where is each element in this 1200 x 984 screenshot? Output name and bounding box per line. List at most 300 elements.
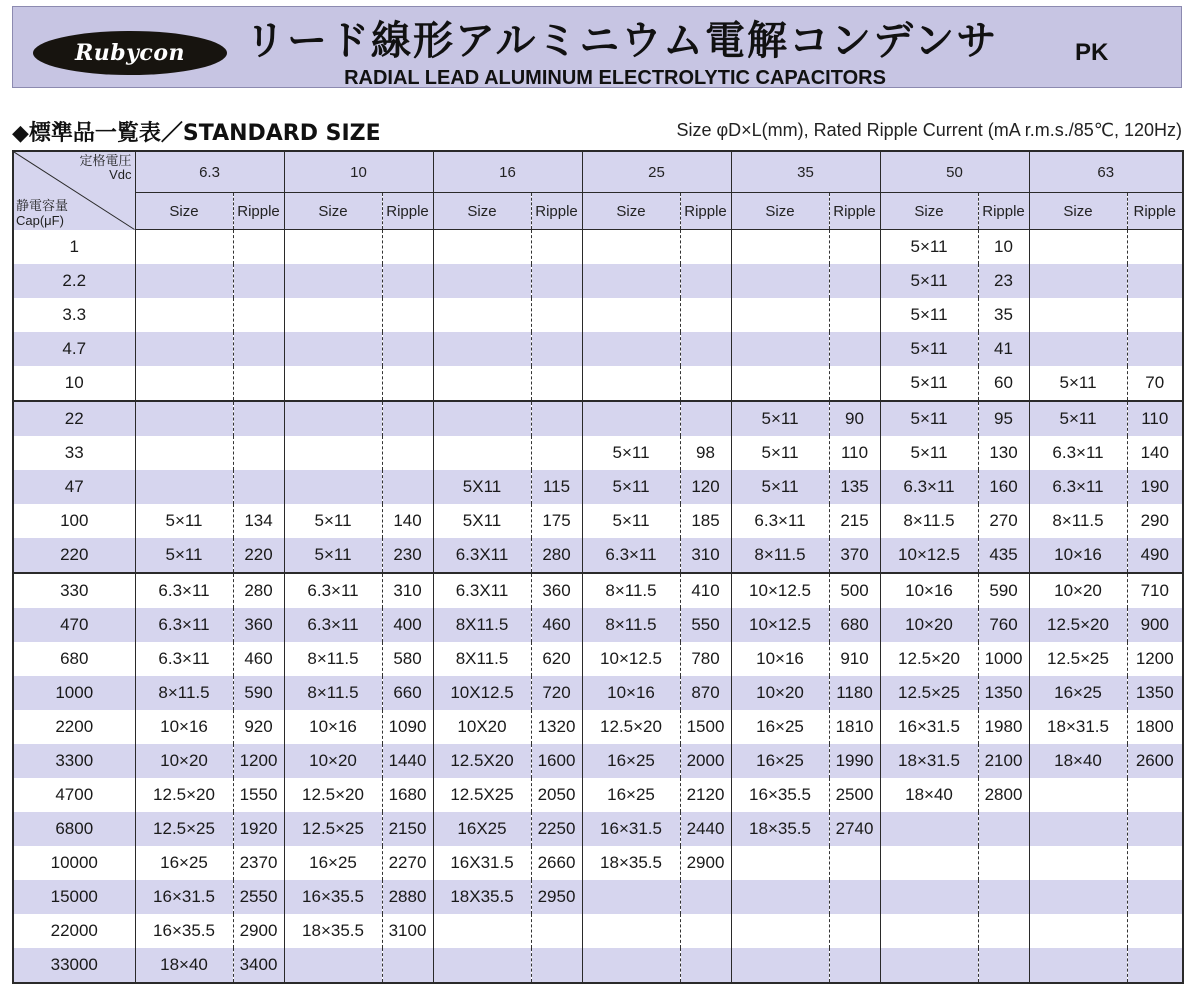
size-cell: 18×40 [135,948,233,983]
size-subheader: Size [433,193,531,230]
size-cell: 16×25 [582,744,680,778]
capacitance-cell: 2200 [13,710,135,744]
size-cell [582,401,680,436]
capacitance-cell: 220 [13,538,135,573]
ripple-cell: 2880 [382,880,433,914]
size-cell: 12.5×25 [1029,642,1127,676]
size-cell [433,332,531,366]
capacitance-cell: 10 [13,366,135,401]
ripple-cell: 3400 [233,948,284,983]
ripple-cell: 2270 [382,846,433,880]
size-cell [880,914,978,948]
ripple-cell: 2550 [233,880,284,914]
size-cell: 6.3×11 [1029,470,1127,504]
ripple-cell [382,230,433,265]
size-cell [433,436,531,470]
ripple-cell: 720 [531,676,582,710]
size-cell: 5×11 [880,332,978,366]
ripple-cell: 185 [680,504,731,538]
ripple-cell [382,298,433,332]
header-banner [12,6,1182,88]
ripple-cell [531,298,582,332]
capacitance-cell: 22000 [13,914,135,948]
size-cell: 5×11 [582,504,680,538]
table-row [13,504,1183,538]
ripple-cell: 400 [382,608,433,642]
table-header [13,151,1183,230]
ripple-cell: 2500 [829,778,880,812]
ripple-cell: 490 [1127,538,1183,573]
size-cell: 18×35.5 [284,914,382,948]
size-cell: 8×11.5 [731,538,829,573]
ripple-cell [1127,332,1183,366]
ripple-cell: 95 [978,401,1029,436]
size-cell [433,366,531,401]
ripple-subheader: Ripple [531,193,582,230]
size-cell [582,230,680,265]
size-cell [135,332,233,366]
size-subheader: Size [284,193,382,230]
ripple-cell: 1550 [233,778,284,812]
ripple-cell [233,401,284,436]
capacitance-cell: 3300 [13,744,135,778]
ripple-cell [829,366,880,401]
ripple-cell [680,332,731,366]
series-code: PK [1075,39,1109,66]
ripple-cell: 3100 [382,914,433,948]
ripple-cell: 310 [680,538,731,573]
ripple-cell: 98 [680,436,731,470]
size-cell: 16×35.5 [731,778,829,812]
size-cell [433,298,531,332]
ripple-cell [680,230,731,265]
size-cell [433,401,531,436]
ripple-cell: 920 [233,710,284,744]
capacitance-cell: 33 [13,436,135,470]
size-cell: 6.3×11 [135,642,233,676]
size-cell: 8×11.5 [284,642,382,676]
size-cell: 5×11 [582,470,680,504]
size-cell [731,948,829,983]
size-cell: 8×11.5 [1029,504,1127,538]
size-cell: 12.5X20 [433,744,531,778]
ripple-cell [531,264,582,298]
size-cell [731,332,829,366]
size-cell: 10×20 [135,744,233,778]
capacitance-cell: 3.3 [13,298,135,332]
size-cell [731,230,829,265]
size-cell [582,298,680,332]
size-cell [284,230,382,265]
ripple-cell [233,470,284,504]
size-cell [284,298,382,332]
size-cell: 10×20 [284,744,382,778]
ripple-cell: 220 [233,538,284,573]
size-cell: 16×25 [1029,676,1127,710]
ripple-cell: 130 [978,436,1029,470]
ripple-subheader: Ripple [382,193,433,230]
ripple-cell: 360 [531,573,582,608]
size-cell: 5×11 [135,538,233,573]
size-cell [731,264,829,298]
size-cell: 16×31.5 [582,812,680,846]
voltage-header: 16 [433,151,582,193]
ripple-cell: 680 [829,608,880,642]
size-cell [1029,332,1127,366]
ripple-cell [680,264,731,298]
size-cell [284,264,382,298]
ripple-cell: 160 [978,470,1029,504]
ripple-cell: 310 [382,573,433,608]
ripple-cell: 270 [978,504,1029,538]
ripple-cell [382,401,433,436]
ripple-cell [680,366,731,401]
table-row [13,332,1183,366]
ripple-subheader: Ripple [829,193,880,230]
size-cell [284,436,382,470]
ripple-cell [680,914,731,948]
ripple-cell: 580 [382,642,433,676]
size-subheader: Size [1029,193,1127,230]
ripple-cell [382,470,433,504]
size-cell: 5×11 [731,470,829,504]
table-row [13,573,1183,608]
size-cell [284,470,382,504]
size-cell: 10X12.5 [433,676,531,710]
size-cell [1029,264,1127,298]
ripple-cell: 1500 [680,710,731,744]
ripple-cell: 1920 [233,812,284,846]
ripple-cell [978,948,1029,983]
ripple-subheader: Ripple [1127,193,1183,230]
ripple-cell [382,436,433,470]
size-cell: 12.5×20 [1029,608,1127,642]
table-row [13,436,1183,470]
ripple-cell [829,298,880,332]
size-cell [433,230,531,265]
ripple-cell: 2370 [233,846,284,880]
size-cell [1029,812,1127,846]
ripple-cell: 660 [382,676,433,710]
size-cell: 16×25 [731,710,829,744]
ripple-cell [382,366,433,401]
table-row [13,948,1183,983]
ripple-cell: 2900 [680,846,731,880]
ripple-cell [531,914,582,948]
ripple-cell [1127,812,1183,846]
ripple-cell: 435 [978,538,1029,573]
size-cell: 8X11.5 [433,608,531,642]
ripple-cell: 1090 [382,710,433,744]
ripple-cell [1127,948,1183,983]
size-cell [284,332,382,366]
ripple-cell: 460 [531,608,582,642]
corner-cap-label [16,198,68,228]
size-cell: 5×11 [135,504,233,538]
table-corner-cell [13,151,135,230]
ripple-cell: 2250 [531,812,582,846]
ripple-cell [1127,914,1183,948]
ripple-cell: 1990 [829,744,880,778]
table-row [13,401,1183,436]
ripple-cell [978,846,1029,880]
rubycon-logo [33,31,227,75]
size-cell [731,880,829,914]
logo-text: Rubycon [74,40,185,66]
size-cell: 16×31.5 [880,710,978,744]
ripple-cell [233,298,284,332]
table-row [13,676,1183,710]
table-row [13,744,1183,778]
ripple-cell [829,914,880,948]
ripple-cell: 10 [978,230,1029,265]
ripple-cell: 1680 [382,778,433,812]
ripple-cell: 2440 [680,812,731,846]
size-cell: 5×11 [880,436,978,470]
ripple-cell: 110 [1127,401,1183,436]
ripple-cell: 41 [978,332,1029,366]
ripple-cell: 2000 [680,744,731,778]
ripple-subheader: Ripple [680,193,731,230]
corner-voltage-unit: Vdc [109,167,132,182]
ripple-cell [531,436,582,470]
size-cell: 5×11 [880,230,978,265]
size-cell: 18×31.5 [1029,710,1127,744]
size-cell: 18×35.5 [731,812,829,846]
ripple-cell [531,230,582,265]
size-cell: 5×11 [880,401,978,436]
ripple-cell [382,332,433,366]
ripple-cell: 190 [1127,470,1183,504]
ripple-cell [1127,230,1183,265]
size-cell [1029,298,1127,332]
ripple-cell: 550 [680,608,731,642]
size-cell: 8×11.5 [284,676,382,710]
ripple-cell: 140 [1127,436,1183,470]
size-cell: 6.3×11 [582,538,680,573]
size-cell: 12.5×20 [284,778,382,812]
size-cell [880,812,978,846]
ripple-cell: 115 [531,470,582,504]
ripple-cell [382,264,433,298]
size-cell: 5×11 [284,504,382,538]
ripple-cell: 410 [680,573,731,608]
size-cell [135,230,233,265]
size-cell: 16×25 [135,846,233,880]
corner-voltage-label [79,154,131,182]
size-cell: 8×11.5 [582,573,680,608]
size-cell: 5×11 [880,366,978,401]
size-cell [731,298,829,332]
size-cell: 12.5×20 [880,642,978,676]
size-subheader: Size [731,193,829,230]
size-cell [135,366,233,401]
corner-cap-jp: 静電容量 [16,197,69,213]
size-cell: 10×12.5 [731,573,829,608]
ripple-cell: 1810 [829,710,880,744]
size-cell [433,914,531,948]
size-cell: 16×25 [284,846,382,880]
ripple-cell: 2950 [531,880,582,914]
size-cell: 6.3×11 [284,573,382,608]
size-cell [731,366,829,401]
size-cell: 8×11.5 [582,608,680,642]
ripple-cell: 135 [829,470,880,504]
voltage-header: 50 [880,151,1029,193]
table-row [13,470,1183,504]
ripple-cell: 134 [233,504,284,538]
capacitance-cell: 4.7 [13,332,135,366]
ripple-cell [1127,264,1183,298]
ripple-cell: 620 [531,642,582,676]
ripple-cell: 2800 [978,778,1029,812]
size-cell: 5×11 [1029,401,1127,436]
size-cell: 10×16 [135,710,233,744]
capacitance-cell: 680 [13,642,135,676]
size-cell: 16×25 [582,778,680,812]
voltage-header: 25 [582,151,731,193]
ripple-cell: 2050 [531,778,582,812]
size-cell: 10×16 [731,642,829,676]
ripple-cell: 360 [233,608,284,642]
ripple-cell [382,948,433,983]
capacitance-cell: 10000 [13,846,135,880]
size-cell: 5×11 [731,436,829,470]
table-row [13,608,1183,642]
size-cell: 10×20 [731,676,829,710]
ripple-cell: 35 [978,298,1029,332]
ripple-cell [829,230,880,265]
size-cell: 5×11 [284,538,382,573]
size-cell: 10×20 [880,608,978,642]
size-cell: 12.5×20 [135,778,233,812]
table-row [13,846,1183,880]
size-cell [582,948,680,983]
size-cell: 18X35.5 [433,880,531,914]
size-cell [284,366,382,401]
size-cell: 5×11 [731,401,829,436]
ripple-cell [1127,880,1183,914]
size-cell [731,914,829,948]
corner-cap-unit: Cap(μF) [16,212,64,228]
size-cell [582,332,680,366]
capacitance-cell: 6800 [13,812,135,846]
voltage-header: 10 [284,151,433,193]
size-cell: 6.3×11 [284,608,382,642]
size-cell [582,366,680,401]
size-cell: 10×12.5 [880,538,978,573]
size-cell: 12.5×25 [284,812,382,846]
ripple-cell [829,948,880,983]
ripple-cell [829,332,880,366]
size-cell [880,948,978,983]
ripple-cell: 1180 [829,676,880,710]
ripple-cell: 215 [829,504,880,538]
ripple-cell [1127,846,1183,880]
size-cell: 12.5×25 [880,676,978,710]
size-cell: 16×35.5 [284,880,382,914]
table-row [13,642,1183,676]
ripple-cell: 760 [978,608,1029,642]
ripple-subheader: Ripple [978,193,1029,230]
title-english: RADIAL LEAD ALUMINUM ELECTROLYTIC CAPACITORS [344,67,886,89]
size-cell: 5×11 [880,298,978,332]
ripple-cell: 710 [1127,573,1183,608]
size-cell: 16X31.5 [433,846,531,880]
size-subheader: Size [135,193,233,230]
size-cell: 6.3×11 [1029,436,1127,470]
ripple-cell: 110 [829,436,880,470]
size-cell: 5×11 [1029,366,1127,401]
ripple-cell [829,880,880,914]
ripple-cell [978,880,1029,914]
table-row [13,778,1183,812]
table-row [13,366,1183,401]
ripple-cell: 1200 [233,744,284,778]
size-cell [880,880,978,914]
capacitance-cell: 2.2 [13,264,135,298]
capacitance-cell: 15000 [13,880,135,914]
ripple-cell [978,914,1029,948]
size-cell: 10×16 [880,573,978,608]
size-cell: 8X11.5 [433,642,531,676]
size-cell [135,401,233,436]
size-cell [582,880,680,914]
ripple-cell [233,366,284,401]
standard-size-table-wrapper [12,150,1182,972]
capacitance-cell: 22 [13,401,135,436]
size-cell [1029,914,1127,948]
ripple-cell: 900 [1127,608,1183,642]
capacitance-cell: 33000 [13,948,135,983]
ripple-cell: 280 [531,538,582,573]
ripple-cell [829,846,880,880]
size-cell [1029,778,1127,812]
ripple-cell [680,298,731,332]
size-cell [135,264,233,298]
size-cell: 10×16 [582,676,680,710]
ripple-cell: 2600 [1127,744,1183,778]
capacitance-cell: 1000 [13,676,135,710]
ripple-cell: 120 [680,470,731,504]
ripple-cell: 590 [233,676,284,710]
size-cell: 5X11 [433,470,531,504]
ripple-cell: 2100 [978,744,1029,778]
ripple-cell [680,948,731,983]
size-cell [284,948,382,983]
capacitance-cell: 4700 [13,778,135,812]
ripple-cell [531,948,582,983]
size-cell: 12.5×20 [582,710,680,744]
capacitance-cell: 330 [13,573,135,608]
ripple-cell: 1600 [531,744,582,778]
size-cell: 16×35.5 [135,914,233,948]
voltage-header: 6.3 [135,151,284,193]
section-title: ◆標準品一覧表／STANDARD SIZE [12,121,381,146]
size-cell: 6.3×11 [135,573,233,608]
title-japanese: リード線形アルミニウム電解コンデンサ [245,18,999,64]
ripple-cell: 1000 [978,642,1029,676]
size-cell: 10×16 [284,710,382,744]
ripple-cell: 60 [978,366,1029,401]
capacitance-cell: 47 [13,470,135,504]
size-cell [582,264,680,298]
size-cell [135,470,233,504]
size-cell [880,846,978,880]
ripple-cell: 2120 [680,778,731,812]
ripple-cell: 1800 [1127,710,1183,744]
ripple-cell: 2660 [531,846,582,880]
